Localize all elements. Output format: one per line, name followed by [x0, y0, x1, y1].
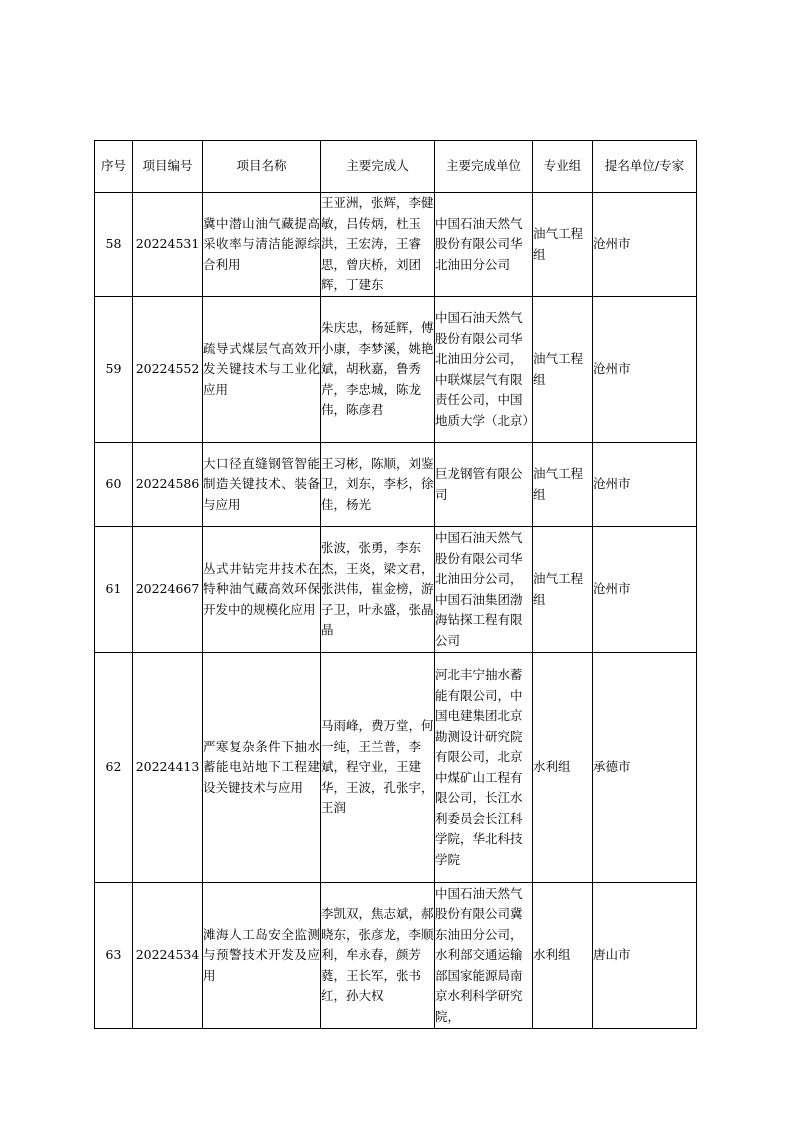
cell-people: 马雨峰，费万堂，何一纯，王兰普，李斌，程守业，王建华，王波，孔张宇，王润 — [321, 653, 435, 883]
cell-no: 60 — [95, 443, 133, 527]
table-body — [95, 193, 697, 1029]
table-row — [95, 443, 697, 527]
table-row — [95, 193, 697, 297]
cell-group: 油气工程组 — [533, 443, 593, 527]
cell-name: 大口径直缝钢管智能制造关键技术、装备与应用 — [203, 443, 321, 527]
cell-nominator: 承德市 — [593, 653, 697, 883]
table-row — [95, 527, 697, 653]
cell-name: 丛式井钻完井技术在特种油气藏高效环保开发中的规模化应用 — [203, 527, 321, 653]
cell-units: 河北丰宁抽水蓄能有限公司，中国电建集团北京勘测设计研究院有限公司，北京中煤矿山工程有限公司，长江水利委员会长江科学院，华北科技学院 — [435, 653, 533, 883]
header-nominator: 提名单位/专家 — [593, 141, 697, 193]
cell-code: 20224552 — [133, 297, 203, 443]
cell-nominator: 沧州市 — [593, 297, 697, 443]
cell-units: 巨龙钢管有限公司 — [435, 443, 533, 527]
cell-nominator: 沧州市 — [593, 527, 697, 653]
cell-nominator: 唐山市 — [593, 883, 697, 1029]
cell-no: 59 — [95, 297, 133, 443]
cell-people: 王亚洲，张辉，李健敏，吕传炳，杜玉洪，王宏涛，王睿思，曾庆桥，刘团辉，丁建东 — [321, 193, 435, 297]
cell-group: 油气工程组 — [533, 527, 593, 653]
header-code: 项目编号 — [133, 141, 203, 193]
award-table — [94, 140, 697, 1029]
cell-no: 62 — [95, 653, 133, 883]
header-group: 专业组 — [533, 141, 593, 193]
cell-name: 严寒复杂条件下抽水蓄能电站地下工程建设关键技术与应用 — [203, 653, 321, 883]
header-row — [95, 141, 697, 193]
cell-code: 20224534 — [133, 883, 203, 1029]
cell-group: 油气工程组 — [533, 297, 593, 443]
cell-units: 中国石油天然气股份有限公司华北油田分公司，中联煤层气有限责任公司，中国地质大学（北京） — [435, 297, 533, 443]
table-row — [95, 883, 697, 1029]
table-header — [95, 141, 697, 193]
header-people: 主要完成人 — [321, 141, 435, 193]
cell-no: 58 — [95, 193, 133, 297]
cell-name: 疏导式煤层气高效开发关键技术与工业化应用 — [203, 297, 321, 443]
cell-units: 中国石油天然气股份有限公司华北油田分公司，中国石油集团渤海钻探工程有限公司 — [435, 527, 533, 653]
cell-nominator: 沧州市 — [593, 443, 697, 527]
table-row — [95, 653, 697, 883]
cell-group: 水利组 — [533, 653, 593, 883]
cell-people: 张波，张勇，李东杰，王炎，梁文君，张洪伟，崔金榜，游子卫，叶永盛，张晶晶 — [321, 527, 435, 653]
cell-code: 20224586 — [133, 443, 203, 527]
cell-people: 李凯双，焦志斌，郝晓东，张彦龙，李顺利，牟永春，颜芳蕤，王长军，张书红，孙大权 — [321, 883, 435, 1029]
cell-code: 20224531 — [133, 193, 203, 297]
header-units: 主要完成单位 — [435, 141, 533, 193]
cell-name: 冀中潜山油气藏提高采收率与清洁能源综合利用 — [203, 193, 321, 297]
cell-units: 中国石油天然气股份有限公司华北油田分公司 — [435, 193, 533, 297]
header-name: 项目名称 — [203, 141, 321, 193]
cell-code: 20224667 — [133, 527, 203, 653]
cell-group: 油气工程组 — [533, 193, 593, 297]
cell-group: 水利组 — [533, 883, 593, 1029]
cell-name: 滩海人工岛安全监测与预警技术开发及应用 — [203, 883, 321, 1029]
header-no: 序号 — [95, 141, 133, 193]
cell-units: 中国石油天然气股份有限公司冀东油田分公司，水利部交通运输部国家能源局南京水利科学研究院， — [435, 883, 533, 1029]
cell-nominator: 沧州市 — [593, 193, 697, 297]
cell-people: 王习彬，陈顺，刘鉴卫，刘东，李杉，徐佳，杨光 — [321, 443, 435, 527]
cell-no: 61 — [95, 527, 133, 653]
cell-no: 63 — [95, 883, 133, 1029]
table-row — [95, 297, 697, 443]
cell-people: 朱庆忠，杨延辉，傅小康，李梦溪，姚艳斌，胡秋嘉，鲁秀芹，李忠城，陈龙伟，陈彦君 — [321, 297, 435, 443]
cell-code: 20224413 — [133, 653, 203, 883]
